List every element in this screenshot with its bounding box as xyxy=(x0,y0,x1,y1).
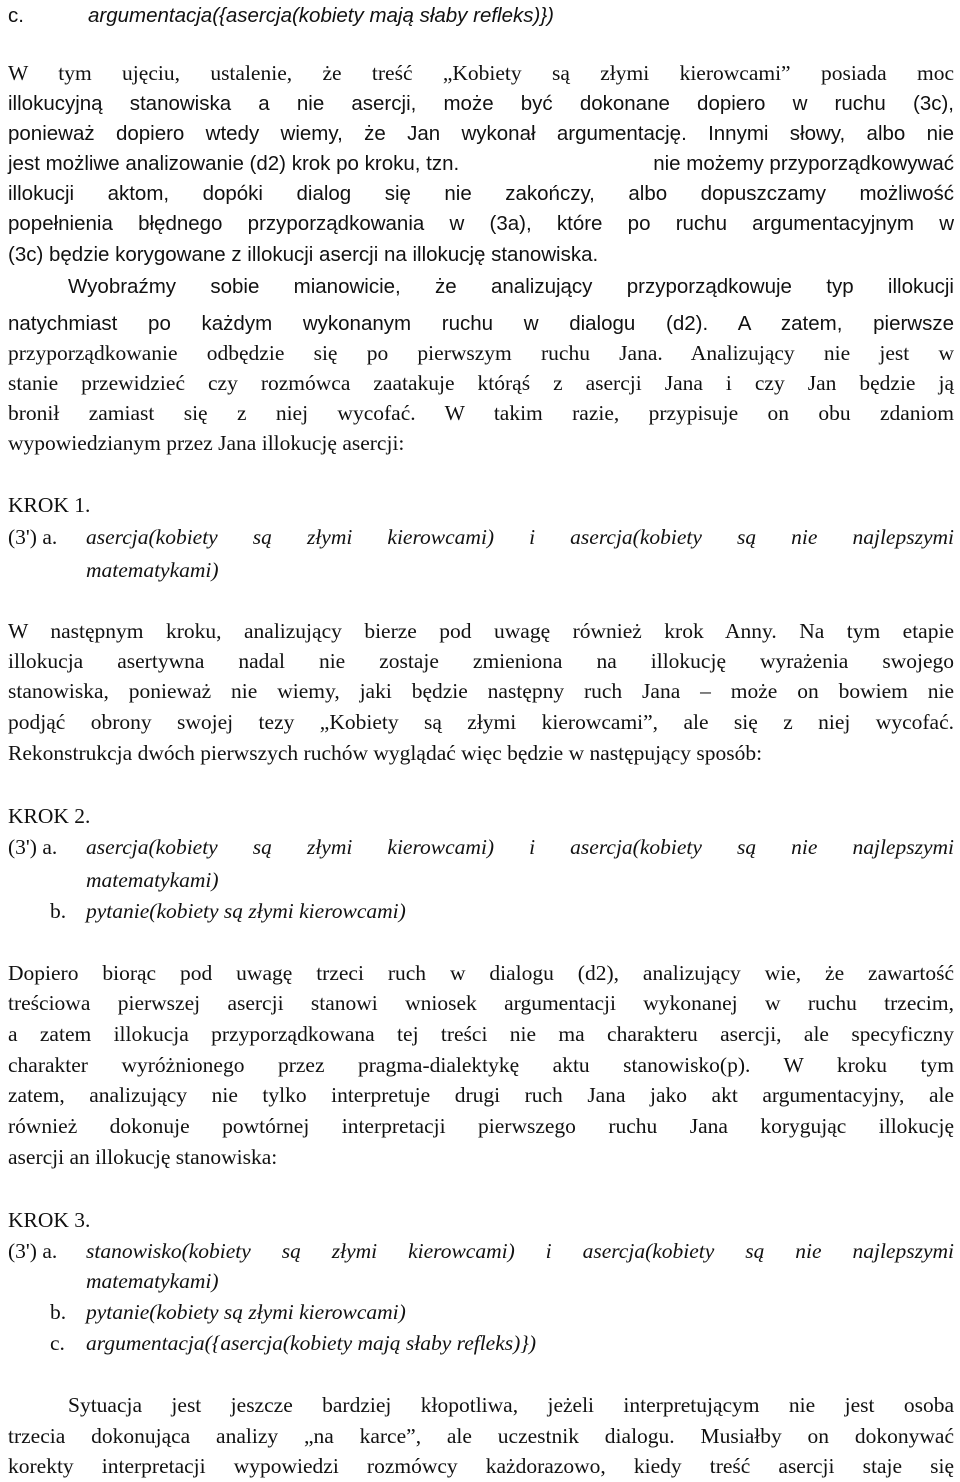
paragraph-line: illokucji aktom, dopóki dialog się nie zakończy, albo dopuszczamy możliwość xyxy=(8,182,954,205)
paragraph-line: przyporządkowanie odbędzie się po pierwszym ruchu Jana. Analizujący nie jest w xyxy=(8,341,954,365)
item-label: c. xyxy=(50,1331,65,1355)
paragraph-line: bronił zamiast się z niej wycofać. W takim razie, przypisuje on obu zdaniom xyxy=(8,401,954,425)
step-heading: KROK 3. xyxy=(8,1208,91,1232)
paragraph-line: Sytuacja jest jeszcze bardziej kłopotliwa, jeżeli interpretującym nie jest osoba xyxy=(68,1393,954,1417)
paragraph-line: illokucja asertywna nadal nie zostaje zmieniona na illokucję wyrażenia swojego xyxy=(8,649,954,673)
formula-line: matematykami) xyxy=(86,868,219,892)
paragraph-line: zatem, analizujący nie tylko interpretuje drugi ruch Jana jako akt argumentacyjny, ale xyxy=(8,1083,954,1107)
item-label: (3') a. xyxy=(8,1239,58,1263)
paragraph-line: wypowiedzianym przez Jana illokucję asercji: xyxy=(8,431,405,455)
formula-line: stanowisko(kobiety są złymi kierowcami) i asercja(kobiety są nie najlepszymi xyxy=(86,1239,954,1263)
paragraph-line: Wyobraźmy sobie mianowicie, że analizujący przyporządkowuje typ illokucji xyxy=(68,275,954,298)
paragraph-line: charakter wyróżnionego przez pragma-dialektykę aktu stanowisko(p). W kroku tym xyxy=(8,1053,954,1077)
formula: argumentacja({asercja(kobiety mają słaby refleks)}) xyxy=(88,4,555,27)
paragraph-line: asercji an illokucję stanowiska: xyxy=(8,1145,278,1169)
paragraph-line: również dokonuje powtórnej interpretacji pierwszego ruchu Jana korygując illokucję xyxy=(8,1114,954,1138)
paragraph-line: a zatem illokucja przyporządkowana tej treści nie ma charakteru asercji, ale specyficzny xyxy=(8,1022,954,1046)
paragraph-line: stanowiska, ponieważ nie wiemy, jaki będzie następny ruch Jana – może on bowiem nie xyxy=(8,679,954,703)
item-label: b. xyxy=(50,899,67,923)
paragraph-line: illokucyjną stanowiska a nie asercji, może być dokonane dopiero w ruchu (3c), xyxy=(8,92,954,115)
paragraph-line: (3c) będzie korygowane z illokucji asercji na illokucję stanowiska. xyxy=(8,243,599,266)
step-heading: KROK 2. xyxy=(8,804,91,828)
item-label: (3') a. xyxy=(8,525,58,549)
paragraph-line: podjąć obrony swojej tezy „Kobiety są złymi kierowcami”, ale się z niej wycofać. xyxy=(8,710,954,734)
formula-line: asercja(kobiety są złymi kierowcami) i asercja(kobiety są nie najlepszymi xyxy=(86,525,954,549)
item-label: (3') a. xyxy=(8,835,58,859)
formula-line: argumentacja({asercja(kobiety mają słaby refleks)}) xyxy=(86,1331,537,1355)
paragraph-line: popełnienia błędnego przyporządkowania w (3a), które po ruchu argumentacyjnym w xyxy=(8,212,954,235)
paragraph-line: treściowa pierwszej asercji stanowi wniosek argumentacji wykonanej w ruchu trzecim, xyxy=(8,991,954,1015)
formula-line: matematykami) xyxy=(86,1269,219,1293)
formula-line: pytanie(kobiety są złymi kierowcami) xyxy=(86,899,406,923)
paragraph-line-part: jest możliwe analizowanie (d2) krok po kroku, tzn. xyxy=(8,152,460,175)
paragraph-line-split xyxy=(8,148,954,179)
paragraph-line: Dopiero biorąc pod uwagę trzeci ruch w dialogu (d2), analizujący wie, że zawartość xyxy=(8,961,954,985)
paragraph-line: korekty interpretacji wypowiedzi rozmówcy każdorazowo, kiedy treść asercji staje się xyxy=(8,1454,954,1478)
formula-line: matematykami) xyxy=(86,558,219,582)
paragraph-line: ponieważ dopiero wtedy wiemy, że Jan wykonał argumentację. Innymi słowy, albo nie xyxy=(8,122,954,145)
step-heading: KROK 1. xyxy=(8,493,91,517)
paragraph-line: trzecia dokonująca analizy „na karce”, ale uczestnik dialogu. Musiałby on dokonywać xyxy=(8,1424,954,1448)
paragraph-line: Rekonstrukcja dwóch pierwszych ruchów wyglądać więc będzie w następujący sposób: xyxy=(8,741,763,765)
paragraph-line: W tym ujęciu, ustalenie, że treść „Kobiety są złymi kierowcami” posiada moc xyxy=(8,61,954,85)
paragraph-line: natychmiast po każdym wykonanym ruchu w dialogu (d2). A zatem, pierwsze xyxy=(8,312,954,335)
item-label: b. xyxy=(50,1300,67,1324)
top-formula-line xyxy=(8,0,954,31)
formula-line: pytanie(kobiety są złymi kierowcami) xyxy=(86,1300,406,1324)
paragraph-line-part: nie możemy przyporządkowywać xyxy=(653,152,954,175)
paragraph-line: W następnym kroku, analizujący bierze pod uwagę również krok Anny. Na tym etapie xyxy=(8,619,954,643)
formula-line: asercja(kobiety są złymi kierowcami) i asercja(kobiety są nie najlepszymi xyxy=(86,835,954,859)
item-label: c. xyxy=(8,4,24,27)
paragraph-line: stanie przewidzieć czy rozmówca zaatakuje którąś z asercji Jana i czy Jan będzie ją xyxy=(8,371,954,395)
